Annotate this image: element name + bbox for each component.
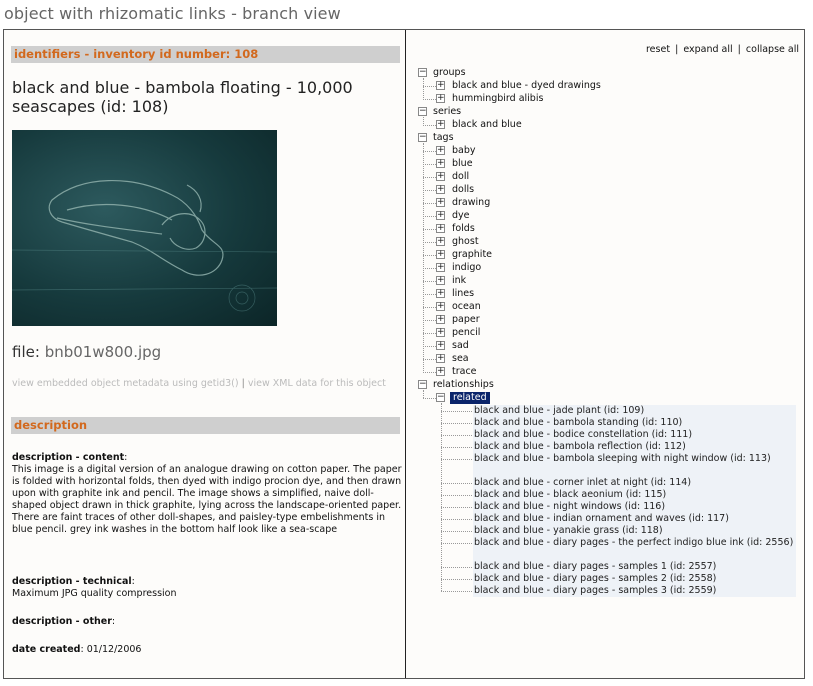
tree-connector <box>423 242 436 243</box>
related-item[interactable]: black and blue - diary pages - the perfect indigo blue ink (id: 2556) <box>473 537 796 561</box>
related-item[interactable]: black and blue - jade plant (id: 109) <box>473 405 796 417</box>
tree-connector <box>441 403 442 591</box>
plus-box-icon[interactable]: + <box>437 184 445 194</box>
tree-item-tags[interactable]: paper <box>452 314 480 325</box>
tree-connector <box>423 255 436 256</box>
tree-connector <box>423 390 424 398</box>
related-item[interactable]: black and blue - bodice constellation (id: 111) <box>473 429 796 441</box>
related-item[interactable]: black and blue - bambola standing (id: 110) <box>473 417 796 429</box>
tree-root-groups[interactable]: groups <box>433 67 466 78</box>
related-item[interactable]: black and blue - yanakie grass (id: 118) <box>473 525 796 537</box>
object-image <box>12 130 277 326</box>
tree-connector <box>423 281 436 282</box>
tree-connector <box>423 164 436 165</box>
identifiers-header: identifiers - inventory id number: 108 <box>11 46 400 63</box>
page-title: object with rhizomatic links - branch view <box>4 4 341 23</box>
file-label: file: <box>12 343 40 361</box>
tree-connector <box>441 459 472 460</box>
related-item[interactable]: black and blue - diary pages - samples 3 (id: 2559) <box>473 585 796 597</box>
date-colon: : <box>80 644 84 655</box>
tree-connector <box>441 495 472 496</box>
tree-item-tags[interactable]: pencil <box>452 327 481 338</box>
content-text: This image is a digital version of an analogue drawing on cotton paper. The paper is folded with horizontal folds, then dyed with indigo procion dye, and then drawn upon with graphite ink and pencil. The image shows a simplified, naive doll-shaped object drawn in thick graphite, lying across the landscape-oriented paper. There are faint traces of other doll-shapes, and paisley-type embelishments in blue pencil. grey ink washes in the bottom half look like a sea-scape <box>12 464 402 535</box>
related-item[interactable]: black and blue - diary pages - samples 1 (id: 2557) <box>473 561 796 573</box>
branch-tree <box>406 30 806 678</box>
content-description <box>12 452 404 536</box>
related-item[interactable]: black and blue - diary pages - samples 2 (id: 2558) <box>473 573 796 585</box>
date-value: 01/12/2006 <box>86 644 142 655</box>
tree-connector <box>441 507 472 508</box>
plus-box-icon[interactable]: + <box>437 249 445 259</box>
minus-box-icon[interactable]: − <box>437 392 445 402</box>
plus-box-icon[interactable]: + <box>437 80 445 90</box>
plus-box-icon[interactable]: + <box>437 301 445 311</box>
content-label: description - content <box>12 452 125 463</box>
tree-connector <box>423 294 436 295</box>
tree-item-tags[interactable]: indigo <box>452 262 482 273</box>
minus-box-icon[interactable]: − <box>419 379 427 389</box>
tree-connector <box>423 216 436 217</box>
tree-root-relationships[interactable]: relationships <box>433 379 494 390</box>
tree-item-tags[interactable]: folds <box>452 223 475 234</box>
plus-box-icon[interactable]: + <box>437 197 445 207</box>
description-header: description <box>11 417 400 434</box>
file-name: bnb01w800.jpg <box>44 343 162 361</box>
technical-text: Maximum JPG quality compression <box>12 588 177 599</box>
tree-connector <box>441 531 472 532</box>
related-item[interactable]: black and blue - indian ornament and waves (id: 117) <box>473 513 796 525</box>
related-item[interactable]: black and blue - bambola reflection (id: 112) <box>473 441 796 453</box>
tree-connector <box>441 447 472 448</box>
plus-box-icon[interactable]: + <box>437 145 445 155</box>
minus-box-icon[interactable]: − <box>419 132 427 142</box>
tree-connector <box>441 591 472 592</box>
tree-connector <box>423 307 436 308</box>
controls-separator: | <box>737 44 741 55</box>
tree-panel <box>406 30 806 678</box>
drawing-image <box>12 130 277 326</box>
plus-box-icon[interactable]: + <box>437 236 445 246</box>
plus-box-icon[interactable]: + <box>437 327 445 337</box>
plus-box-icon[interactable]: + <box>437 171 445 181</box>
plus-box-icon[interactable]: + <box>437 223 445 233</box>
tree-connector <box>423 117 424 126</box>
main-frame <box>3 29 805 679</box>
metadata-link[interactable]: view embedded object metadata using getid3() <box>12 378 239 389</box>
object-panel <box>4 30 405 678</box>
tree-connector <box>423 143 424 373</box>
technical-label: description - technical <box>12 576 132 587</box>
controls-separator: | <box>675 44 679 55</box>
tree-connector <box>441 567 472 568</box>
date-created <box>12 644 404 656</box>
plus-box-icon[interactable]: + <box>437 353 445 363</box>
tree-item-tags[interactable]: lines <box>452 288 475 299</box>
plus-box-icon[interactable]: + <box>437 340 445 350</box>
object-title: black and blue - bambola floating - 10,000 seascapes (id: 108) <box>12 78 353 116</box>
tree-connector <box>423 333 436 334</box>
tree-connector <box>441 423 472 424</box>
tree-item-tags[interactable]: sea <box>452 353 469 364</box>
xml-link[interactable]: view XML data for this object <box>247 378 386 389</box>
metadata-links <box>12 378 397 390</box>
plus-box-icon[interactable]: + <box>437 314 445 324</box>
tree-item-tags[interactable]: ghost <box>452 236 479 247</box>
minus-box-icon[interactable]: − <box>419 106 427 116</box>
tree-connector <box>423 99 436 100</box>
tree-connector <box>423 190 436 191</box>
tree-connector <box>423 359 436 360</box>
tree-connector <box>423 78 424 100</box>
other-colon: : <box>111 616 116 627</box>
minus-box-icon[interactable]: − <box>419 67 427 77</box>
tree-connector <box>423 398 436 399</box>
tree-root-tags[interactable]: tags <box>433 132 454 143</box>
tree-connector <box>423 372 436 373</box>
tree-connector <box>423 151 436 152</box>
tree-connector <box>423 86 436 87</box>
technical-description <box>12 576 404 600</box>
tree-item-groups[interactable]: black and blue - dyed drawings <box>452 80 601 91</box>
tree-connector <box>423 268 436 269</box>
tree-item-tags[interactable]: graphite <box>452 249 493 260</box>
tree-connector <box>441 483 472 484</box>
plus-box-icon[interactable]: + <box>437 210 445 220</box>
tree-connector <box>441 519 472 520</box>
technical-colon: : <box>131 576 135 587</box>
link-separator: | <box>241 378 245 389</box>
tree-item-series[interactable]: black and blue <box>452 119 522 130</box>
plus-box-icon[interactable]: + <box>437 119 445 129</box>
plus-box-icon[interactable]: + <box>437 366 445 376</box>
tree-item-tags[interactable]: baby <box>452 145 476 156</box>
tree-item-tags[interactable]: doll <box>452 171 470 182</box>
tree-item-tags[interactable]: blue <box>452 158 473 169</box>
collapse-all-link[interactable]: collapse all <box>745 44 799 55</box>
reset-link[interactable]: reset <box>645 44 671 55</box>
tree-item-tags[interactable]: ocean <box>452 301 481 312</box>
date-label: date created <box>12 644 81 655</box>
tree-connector <box>423 229 436 230</box>
related-item[interactable]: black and blue - corner inlet at night (id: 114) <box>473 477 796 489</box>
related-item[interactable]: black and blue - black aeonium (id: 115) <box>473 489 796 501</box>
tree-item-groups[interactable]: hummingbird alibis <box>452 93 544 104</box>
tree-item-tags[interactable]: dye <box>452 210 470 221</box>
content-colon: : <box>124 452 128 463</box>
tree-item-tags[interactable]: ink <box>452 275 467 286</box>
tree-item-related[interactable]: related <box>450 392 490 404</box>
related-item[interactable]: black and blue - night windows (id: 116) <box>473 501 796 513</box>
tree-connector <box>423 203 436 204</box>
other-label: description - other <box>12 616 112 627</box>
related-item[interactable]: black and blue - bambola sleeping with night window (id: 113) <box>473 453 796 477</box>
plus-box-icon[interactable]: + <box>437 262 445 272</box>
tree-root-series[interactable]: series <box>433 106 462 117</box>
tree-item-tags[interactable]: dolls <box>452 184 475 195</box>
tree-connector <box>423 177 436 178</box>
tree-connector <box>441 579 472 580</box>
tree-connector <box>441 411 472 412</box>
other-description <box>12 616 404 628</box>
tree-connector <box>423 346 436 347</box>
tree-connector <box>423 320 436 321</box>
expand-all-link[interactable]: expand all <box>683 44 733 55</box>
plus-box-icon[interactable]: + <box>437 93 445 103</box>
tree-connector <box>441 435 472 436</box>
tree-connector <box>423 125 436 126</box>
tree-item-tags[interactable]: trace <box>452 366 477 377</box>
tree-item-tags[interactable]: drawing <box>452 197 491 208</box>
plus-box-icon[interactable]: + <box>437 158 445 168</box>
plus-box-icon[interactable]: + <box>437 275 445 285</box>
plus-box-icon[interactable]: + <box>437 288 445 298</box>
file-line <box>12 343 161 361</box>
tree-connector <box>441 543 472 544</box>
tree-item-tags[interactable]: sad <box>452 340 469 351</box>
